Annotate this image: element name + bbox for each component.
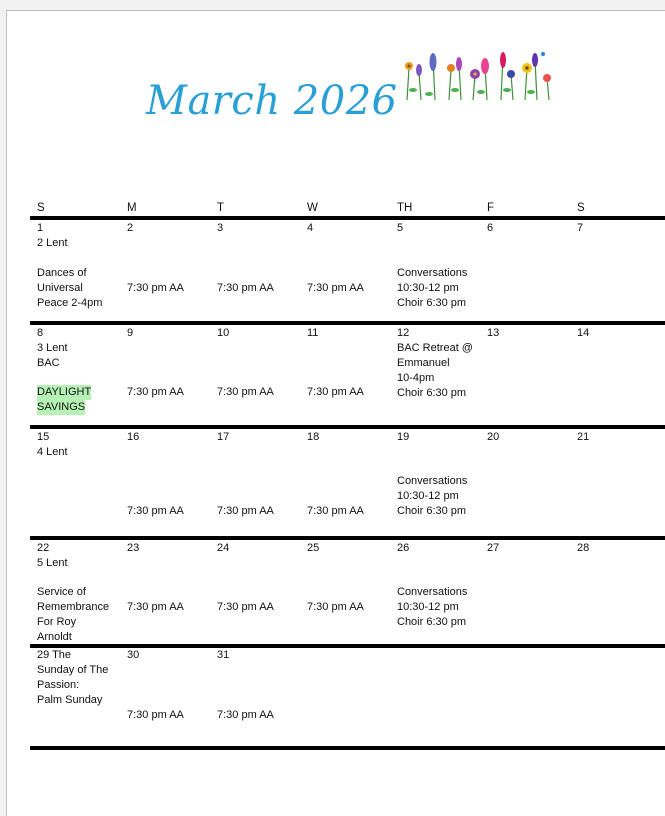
weekday-fri: F [487, 202, 495, 214]
day-number: 25 [307, 542, 320, 554]
event-text: 7:30 pm AA [307, 601, 364, 613]
calendar-title: March 2026 [146, 78, 398, 124]
weekday-mon: M [127, 202, 137, 214]
event-text: 7:30 pm AA [217, 505, 274, 517]
day-number: 30 [127, 649, 140, 661]
day-number: 24 [217, 542, 230, 554]
weekday-wed: W [307, 202, 318, 214]
day-number: 19 [397, 431, 410, 443]
event-text: 7:30 pm AA [307, 282, 364, 294]
event-text: Dances of Universal Peace 2-4pm [37, 267, 103, 309]
event-text: 7:30 pm AA [127, 386, 184, 398]
liturgical-note: Palm Sunday [37, 694, 103, 706]
day-cell [37, 326, 68, 371]
event-text: BAC Retreat @ [397, 342, 473, 354]
day-number: 3 [217, 222, 224, 234]
day-cell [37, 541, 68, 571]
event-text: 7:30 pm AA [217, 709, 274, 721]
event-text: 7:30 pm AA [127, 282, 184, 294]
day-number: 18 [307, 431, 320, 443]
day-number: 6 [487, 222, 494, 234]
liturgical-note: Sunday of The [37, 664, 109, 676]
event-text: 7:30 pm AA [127, 601, 184, 613]
week-divider [30, 216, 665, 220]
day-number: 15 [37, 431, 50, 443]
day-number: 1 [37, 222, 44, 234]
event-text: Conversations 10:30-12 pm Choir 6:30 pm [397, 586, 468, 628]
week-divider [30, 321, 665, 325]
day-number: 5 [397, 222, 404, 234]
liturgical-note: 3 Lent [37, 342, 68, 354]
day-number: 17 [217, 431, 230, 443]
day-number: 22 [37, 542, 50, 554]
day-number: 28 [577, 542, 590, 554]
day-number: 27 [487, 542, 500, 554]
event-text: 7:30 pm AA [217, 386, 274, 398]
day-number: 26 [397, 542, 410, 554]
event-text: 7:30 pm AA [217, 282, 274, 294]
event-text: 10-4pm [397, 372, 435, 384]
week-divider [30, 644, 665, 648]
day-number: 20 [487, 431, 500, 443]
week-divider [30, 425, 665, 429]
event-text: 7:30 pm AA [217, 601, 274, 613]
event-text: Conversations 10:30-12 pm Choir 6:30 pm [397, 267, 468, 309]
day-number: 8 [37, 327, 44, 339]
day-number: 10 [217, 327, 230, 339]
liturgical-note: 2 Lent [37, 237, 68, 249]
weekday-sun: S [37, 202, 45, 214]
day-number: 14 [577, 327, 590, 339]
day-number: 2 [127, 222, 134, 234]
week-divider [30, 746, 665, 750]
wildflowers-illustration [403, 50, 553, 102]
liturgical-note: Passion: [37, 679, 80, 691]
day-number: 11 [307, 327, 319, 339]
day-number: 21 [577, 431, 590, 443]
day-cell [397, 326, 473, 401]
day-number: 7 [577, 222, 584, 234]
event-text: 7:30 pm AA [307, 505, 364, 517]
day-cell [37, 221, 68, 251]
day-number: 4 [307, 222, 314, 234]
weekday-sat: S [577, 202, 585, 214]
event-text: 7:30 pm AA [307, 386, 364, 398]
day-number: 13 [487, 327, 500, 339]
event-text: Emmanuel [397, 357, 450, 369]
day-number: 12 [397, 327, 410, 339]
day-number: 31 [217, 649, 230, 661]
liturgical-note: 5 Lent [37, 557, 68, 569]
weekday-tue: T [217, 202, 225, 214]
event-text: 7:30 pm AA [127, 505, 184, 517]
day-cell [37, 648, 108, 708]
daylight-savings-note: DAYLIGHT SAVINGS [37, 386, 92, 413]
day-number: 16 [127, 431, 140, 443]
event-text: Choir 6:30 pm [397, 387, 467, 399]
event-text: 7:30 pm AA [127, 709, 184, 721]
day-cell [37, 430, 68, 460]
event-text: Service of Remembrance For Roy Arnoldt [37, 586, 110, 643]
day-number: 9 [127, 327, 134, 339]
day-number: 29 The [37, 649, 72, 661]
event-text: Conversations 10:30-12 pm Choir 6:30 pm [397, 475, 468, 517]
event-text: BAC [37, 357, 60, 369]
week-divider [30, 536, 665, 540]
weekday-thu: TH [397, 202, 413, 214]
day-number: 23 [127, 542, 140, 554]
liturgical-note: 4 Lent [37, 446, 68, 458]
